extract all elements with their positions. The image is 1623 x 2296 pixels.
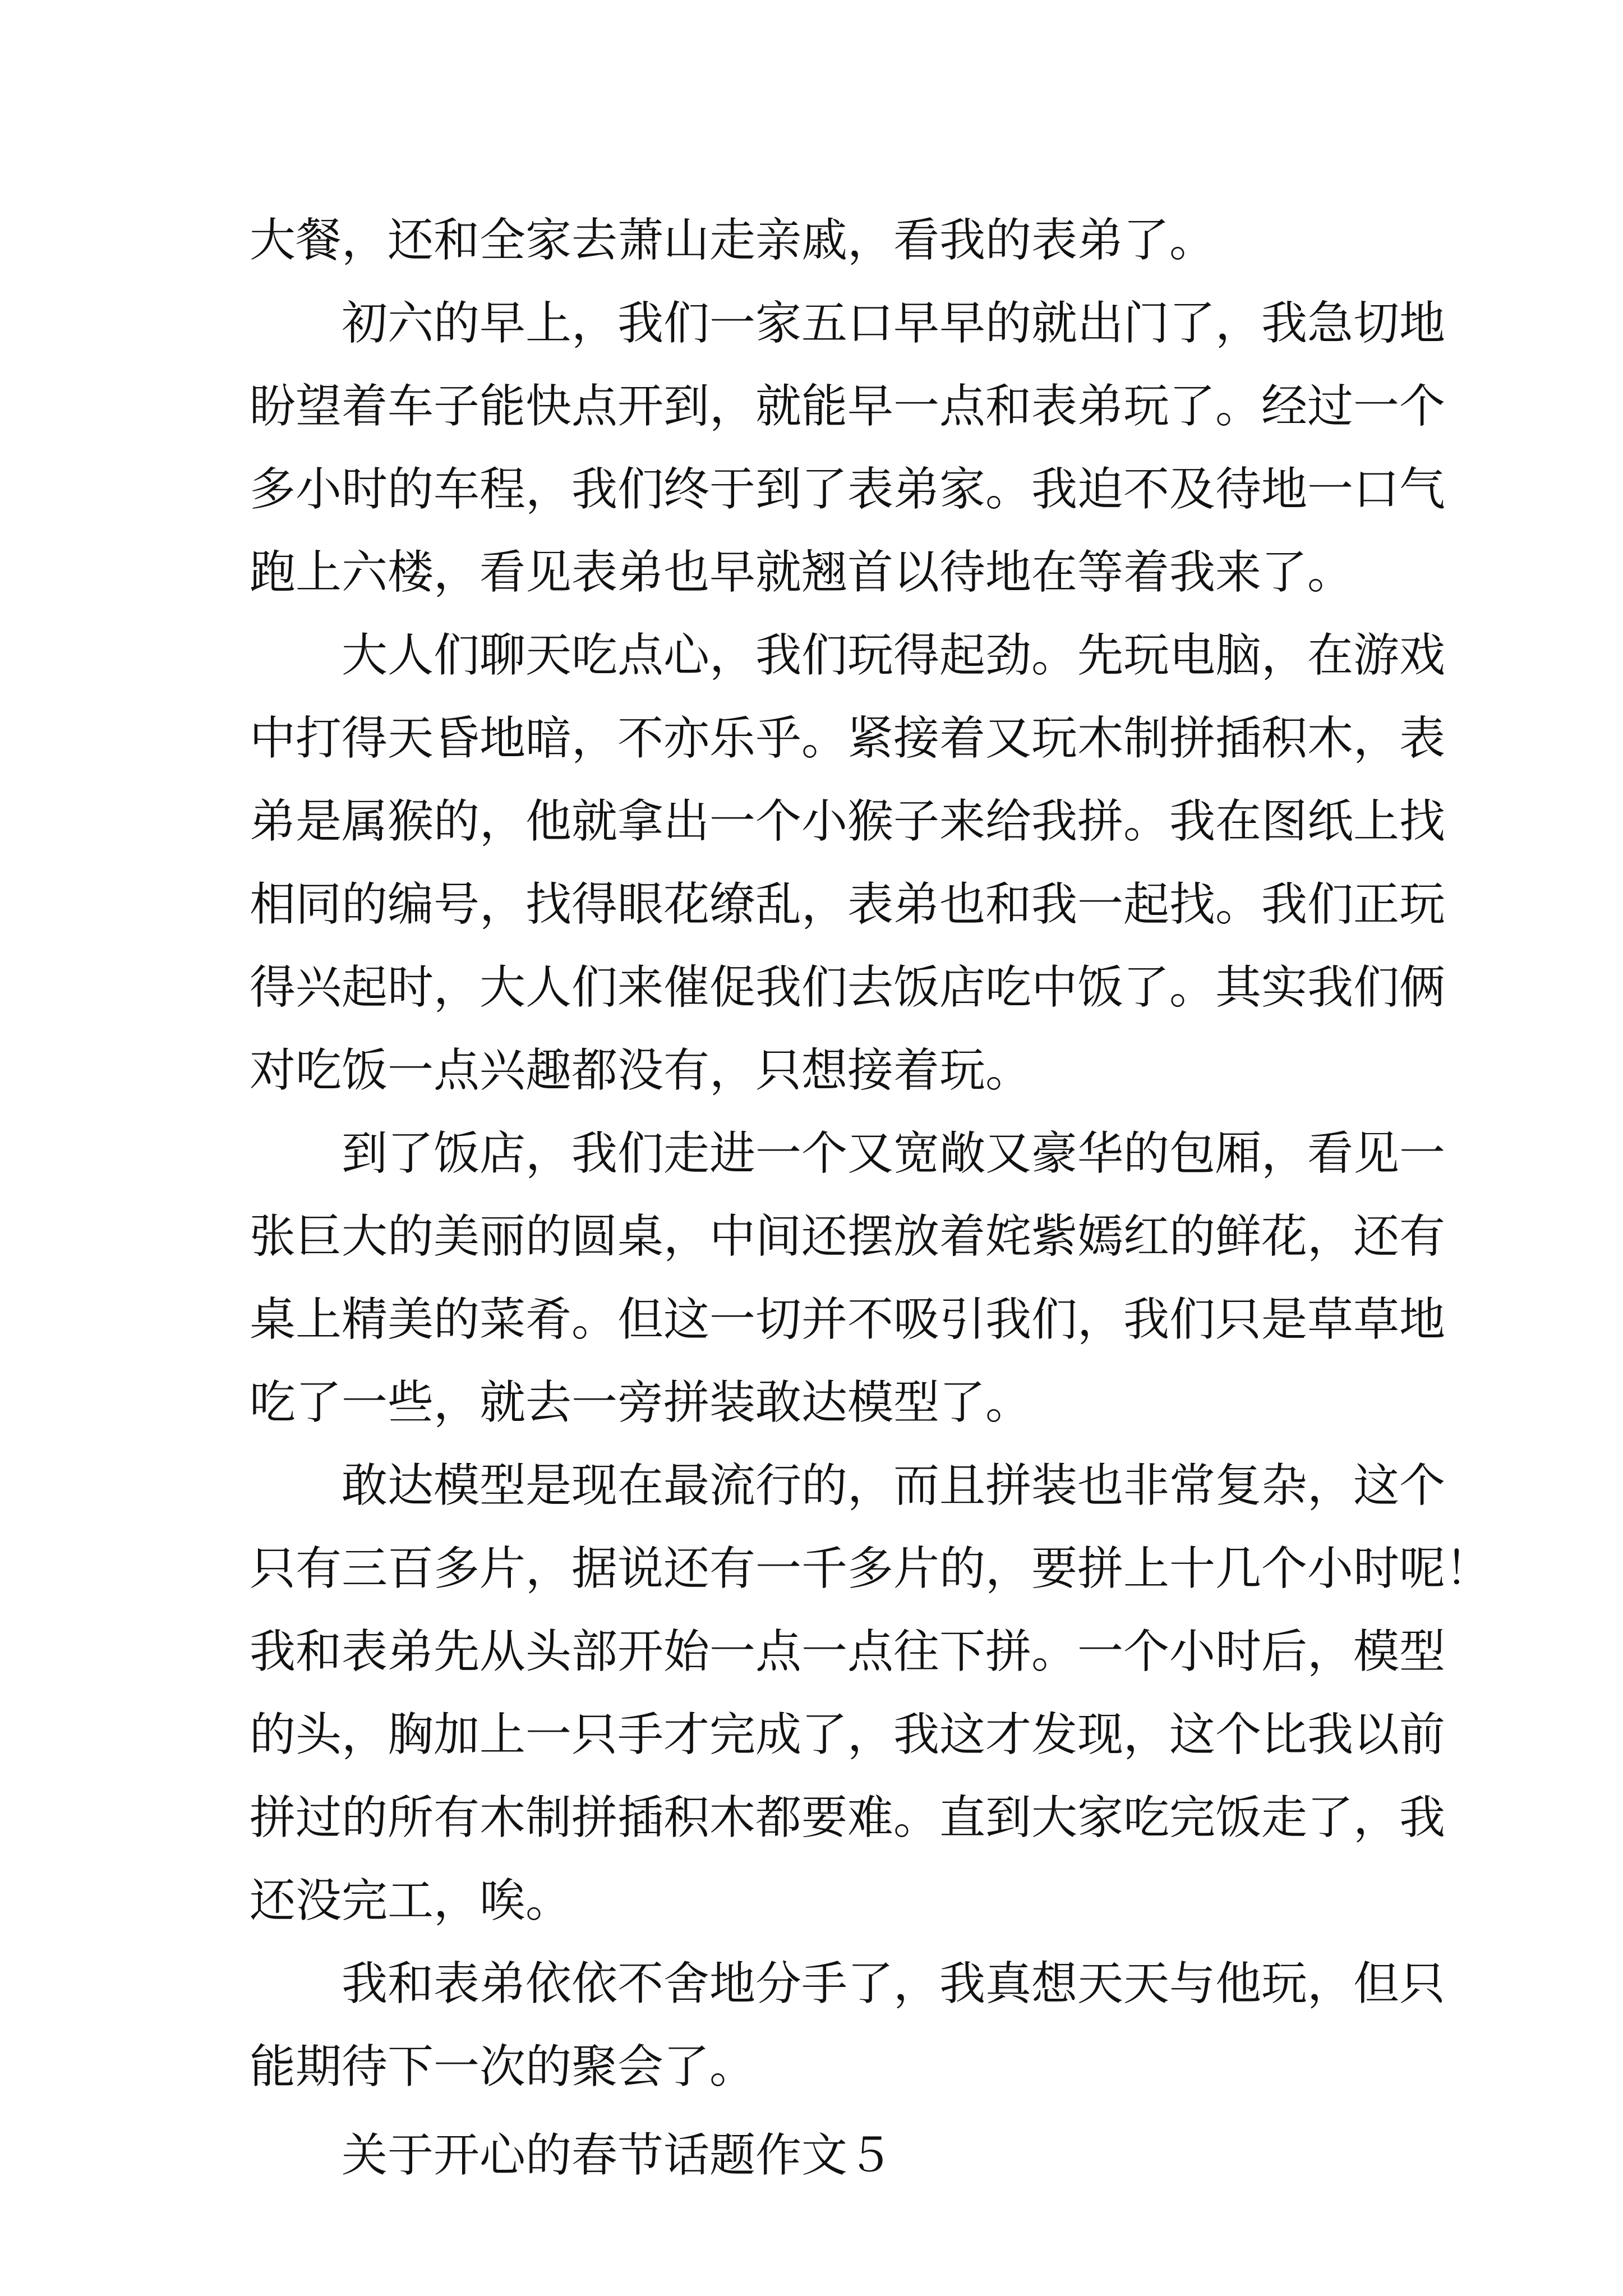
- paragraph-6: [250, 1943, 1446, 2109]
- paragraph-line: 初六的早上，我们一家五口早早的就出门了，我急切地: [342, 297, 1446, 350]
- paragraph-1: [250, 199, 1394, 282]
- paragraph-line: 盼望着车子能快点开到，就能早一点和表弟玩了。经过一个: [250, 380, 1446, 433]
- paragraph-3: [250, 614, 1446, 1112]
- paragraph-line: 跑上六楼，看见表弟也早就翘首以待地在等着我来了。: [250, 546, 1354, 599]
- paragraph-4: [250, 1112, 1446, 1444]
- paragraph-line: 只有三百多片，据说还有一千多片的，要拼上十几个小时呢！: [250, 1542, 1492, 1595]
- paragraph-line: 我和表弟依依不舍地分手了，我真想天天与他玩，但只: [342, 1957, 1446, 2010]
- paragraph-line: 的头，胸加上一只手才完成了，我这才发现，这个比我以前: [250, 1708, 1446, 1761]
- essay-body: [250, 199, 1492, 2197]
- paragraph-line: 多小时的车程，我们终于到了表弟家。我迫不及待地一口气: [250, 463, 1446, 516]
- paragraph-line: 对吃饭一点兴趣都没有，只想接着玩。: [250, 1044, 1032, 1097]
- paragraph-line: 中打得天昏地暗，不亦乐乎。紧接着又玩木制拼插积木，表: [250, 712, 1446, 765]
- paragraph-line: 能期待下一次的聚会了。: [250, 2040, 756, 2093]
- paragraph-line: 还没完工，唉。: [250, 1874, 572, 1927]
- paragraph-line: 敢达模型是现在最流行的，而且拼装也非常复杂，这个: [342, 1459, 1446, 1512]
- paragraph-line: 到了饭店，我们走进一个又宽敞又豪华的包厢，看见一: [342, 1127, 1446, 1180]
- paragraph-line: 相同的编号，找得眼花缭乱，表弟也和我一起找。我们正玩: [250, 878, 1446, 931]
- paragraph-line: 我和表弟先从头部开始一点一点往下拼。一个小时后，模型: [250, 1625, 1446, 1678]
- section-heading: 关于开心的春节话题作文５: [342, 2129, 894, 2182]
- paragraph-line: 得兴起时，大人们来催促我们去饭店吃中饭了。其实我们俩: [250, 961, 1446, 1014]
- paragraph-line: 大人们聊天吃点心，我们玩得起劲。先玩电脑，在游戏: [342, 629, 1446, 682]
- paragraph-line: 桌上精美的菜肴。但这一切并不吸引我们，我们只是草草地: [250, 1293, 1446, 1346]
- paragraph-5: [250, 1444, 1492, 1943]
- paragraph-line: 吃了一些，就去一旁拼装敢达模型了。: [250, 1376, 1032, 1429]
- paragraph-line: 大餐，还和全家去萧山走亲戚，看我的表弟了。: [250, 214, 1216, 267]
- paragraph-2: [250, 282, 1446, 614]
- paragraph-line: 弟是属猴的，他就拿出一个小猴子来给我拼。我在图纸上找: [250, 795, 1446, 848]
- paragraph-line: 张巨大的美丽的圆桌，中间还摆放着姹紫嫣红的鲜花，还有: [250, 1210, 1446, 1263]
- paragraph-line: 拼过的所有木制拼插积木都要难。直到大家吃完饭走了，我: [250, 1791, 1446, 1844]
